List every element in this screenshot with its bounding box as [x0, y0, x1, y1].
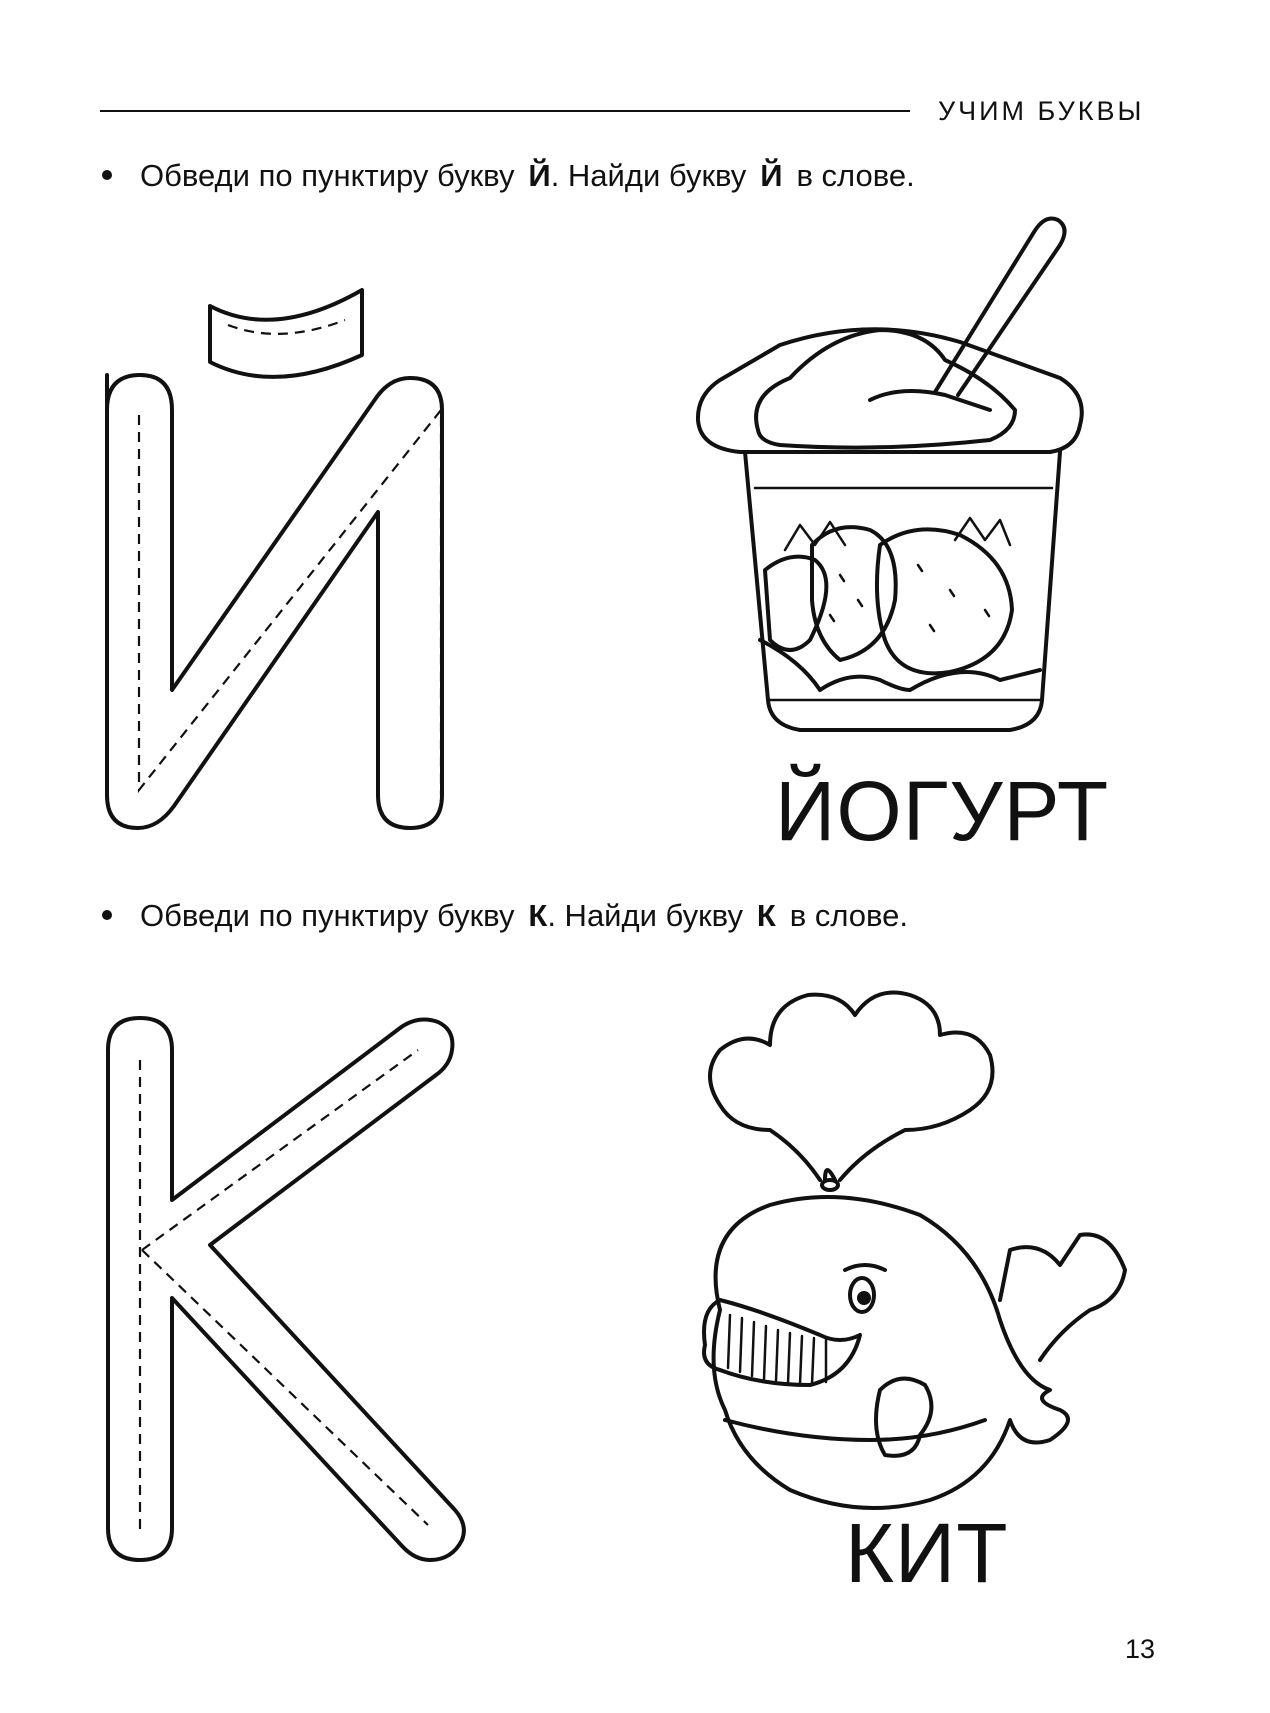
letter-k-outline[interactable] — [108, 1018, 464, 1560]
yogurt-icon — [698, 219, 1082, 731]
word-yogurt: ЙОГУРТ — [775, 764, 1110, 858]
letter-highlight: Й — [528, 158, 551, 193]
instruction-2: Обведи по пунктиру букву К. Найди букву К в слове. — [102, 898, 922, 934]
letter-highlight: К — [756, 898, 776, 933]
letter-highlight: К — [528, 898, 548, 933]
whale-icon — [704, 993, 1125, 1509]
letter-i-kratkoye-outline[interactable] — [107, 290, 442, 828]
header-title: УЧИМ БУКВЫ — [938, 96, 1145, 126]
page-number: 13 — [1125, 1634, 1156, 1664]
letter-highlight: Й — [760, 158, 783, 193]
instruction-1: Обведи по пунктиру букву Й. Найди букву Й в слове. — [102, 158, 929, 194]
word-whale: КИТ — [845, 1506, 1009, 1600]
